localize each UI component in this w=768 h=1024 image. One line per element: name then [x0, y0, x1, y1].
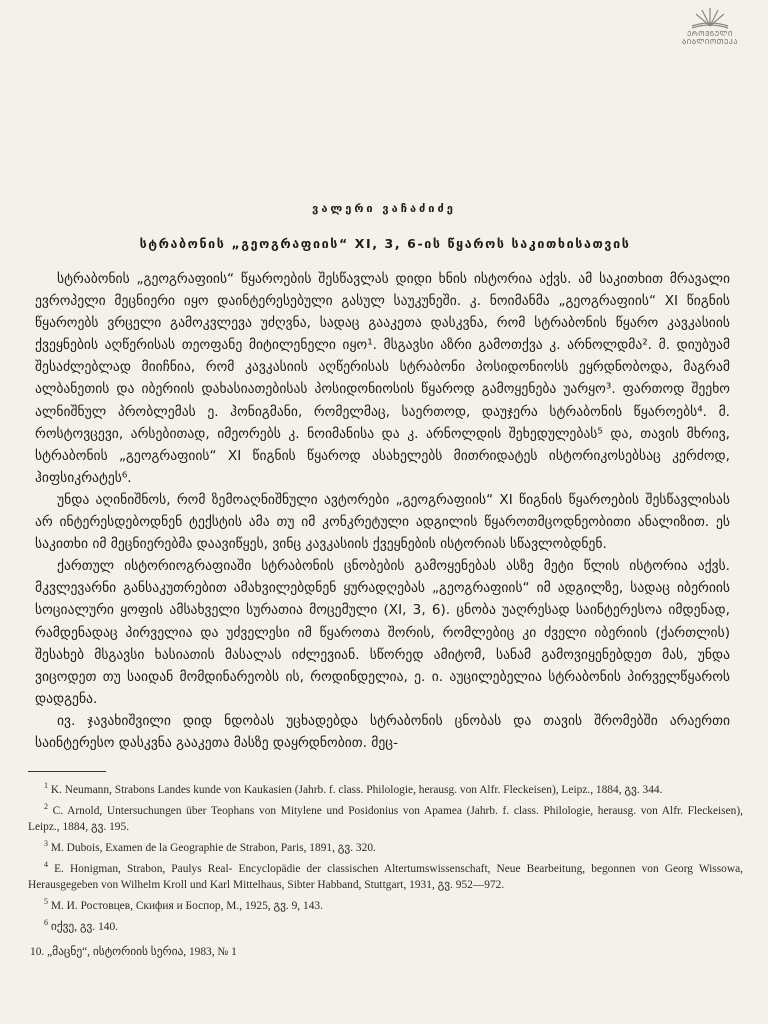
footnote: [28, 915, 743, 936]
footnote-number: 5: [44, 896, 48, 906]
footnote-text: C. Arnold, Untersuchungen über Teophans von Mitylene und Posidonius von Apamea (Jahrb. f. class. Philologie, herausg. von Alfr. Fleckeisen), Leipz., 1884, გვ. 195.: [28, 804, 743, 834]
footnote-number: 6: [44, 917, 48, 927]
footnote-text: М. И. Ростовцев, Скифия и Боспор, М., 1925, გვ. 9, 143.: [50, 899, 323, 912]
body-paragraph: უნდა აღინიშნოს, რომ ზემოაღნიშნული ავტორები „გეოგრაფიის“ XI წიგნის წყაროების შესწავლისას არ ინტერესდებოდნენ ტექსტის ამა თუ იმ კონკრეტული ადგილის წყაროთმცოდნეობითი ანალიზით. ეს საკითხი იმ მეცნიერებმა დაავიწყეს, ვინც კავკასიის ქვეყნების ისტორიას სწავლობდნენ.: [35, 491, 730, 553]
footnote: [28, 778, 743, 799]
library-logo: [670, 4, 750, 46]
footnote-text: K. Neumann, Strabons Landes kunde von Kaukasien (Jahrb. f. class. Philologie, herausg. von Alfr. Fleckeisen), Leipz., 1884, გვ. 344.: [50, 783, 663, 796]
logo-text-line2: ᲑᲘᲑᲚᲘᲝᲗᲔᲙᲐ: [681, 38, 739, 46]
footnote-text: იქვე, გვ. 140.: [50, 920, 119, 933]
footnote: [28, 857, 743, 894]
body-paragraph: ივ. ჯავახიშვილი დიდ ნდობას უცხადებდა სტრაბონის ცნობას და თავის შრომებში არაერთი საინტერესო დასკვნა გააკეთა მასზე დაყრდნობით. მეც-: [35, 712, 730, 751]
article-title: სტრაბონის „გეოგრაფიის“ XI, 3, 6-ის წყაროს საკითხისათვის: [139, 236, 631, 251]
body-paragraph: სტრაბონის „გეოგრაფიის“ წყაროების შესწავლას დიდი ხნის ისტორია აქვს. ამ საკითხით მრავალი ევროპელი მეცნიერი იყო დაინტერესებული გასულ საუკუნეში. კ. ნოიმანმა „გეოგრაფიის“ XI წიგნის წყაროებს ვრცელი გამოკვლევა უძღვნა, სადაც გააკეთა დასკვნა, რომ სტრაბონის წყარო კავკასიის ქვეყნების აღწერისას თეოფანე მიტილენელი იყო¹. მსგავსი აზრი გამოთქვა კ. არნოლდმა². მ. დიუბუამ შესაძლებლად მიიჩნია, რომ კავკასიის აღწერისას სტრაბონი პოსიდონიოსს ეყრდნობოდა, მაგრამ ალბანეთის და იბერიის დახასიათებისას პოსიდონიოსის წყაროდ გამოყენება უარყო³. ფართოდ შეეხო ალნიშნულ პრობლემას ე. ჰონიგმანი, რომელმაც, საერთოდ, დაუჯერა სტრაბონის წყაროებს⁴. მ. როსტოვცევი, არსებითად, იმეორებს კ. ნოიმანისა და კ. არნოლდის შეხედულებას⁵ და, თავის მხრივ, სტრაბონის „გეოგრაფიის“ XI წიგნის წყაროდ ასახელებს მითრიდატეს ისტორიკოსებსაც კერძოდ, ჰიფსიკრატეს⁶.: [35, 271, 730, 486]
footnotes: [28, 778, 743, 935]
logo-text-line1: ᲔᲠᲝᲕᲜᲣᲚᲘ: [687, 30, 733, 38]
body-paragraph: ქართულ ისტორიოგრაფიაში სტრაბონის ცნობების გამოყენებას ასზე მეტი წლის ისტორია აქვს. მკვლევარნი განსაკუთრებით ამახვილებდნენ ყურადღებას „გეოგრაფიის“ იმ ადგილზე, სადაც იბერიის სოციალური ყოფის ამსახველი სურათია მოცემული (XI, 3, 6). ცნობა უაღრესად საინტერესოა იმდენად, რამდენადაც პირველია და უძველესი იმ წყაროთა შორის, რომლებიც კი ძველი იბერიის (ქართლის) შესახებ მსგავსი ხასიათის მასალას იძლევიან. სწორედ ამიტომ, სანამ გამოვიყენებდეთ მას, უნდა ვიცოდეთ თუ საიდან მომდინარეობს ის, როდინდელია, ე. ი. აუცილებელია სტრაბონის პირველწყაროს დადგენა.: [35, 558, 730, 707]
footnote: [28, 836, 743, 857]
footnote: [28, 894, 743, 915]
book-logo-icon: [688, 4, 732, 30]
page-footer: 10. „მაცნე“, ისტორიის სერია, 1983, № 1: [30, 946, 237, 958]
article-body: [35, 268, 730, 754]
footnote-number: 3: [44, 838, 48, 848]
footnote-text: E. Honigman, Strabon, Paulys Real- Encyclopädie der classischen Altertumswissenschaft, Neue Bearbeitung, begonnen von Georg Wissowa, Herausgegeben von Wilhelm Kroll und Karl Mittelhaus, Sibter Habband, Stuttgart, 1931, გვ. 952—972.: [28, 862, 743, 892]
footnote-divider: [28, 771, 106, 772]
footnote-number: 1: [44, 781, 48, 790]
footnote-number: 4: [44, 859, 48, 869]
footnote: [28, 799, 743, 836]
footnote-number: 2: [44, 801, 48, 811]
footnote-text: M. Dubois, Examen de la Geographie de Strabon, Paris, 1891, გვ. 320.: [50, 841, 376, 854]
article-author: ვალერი ვაჩაძიძე: [312, 202, 456, 215]
